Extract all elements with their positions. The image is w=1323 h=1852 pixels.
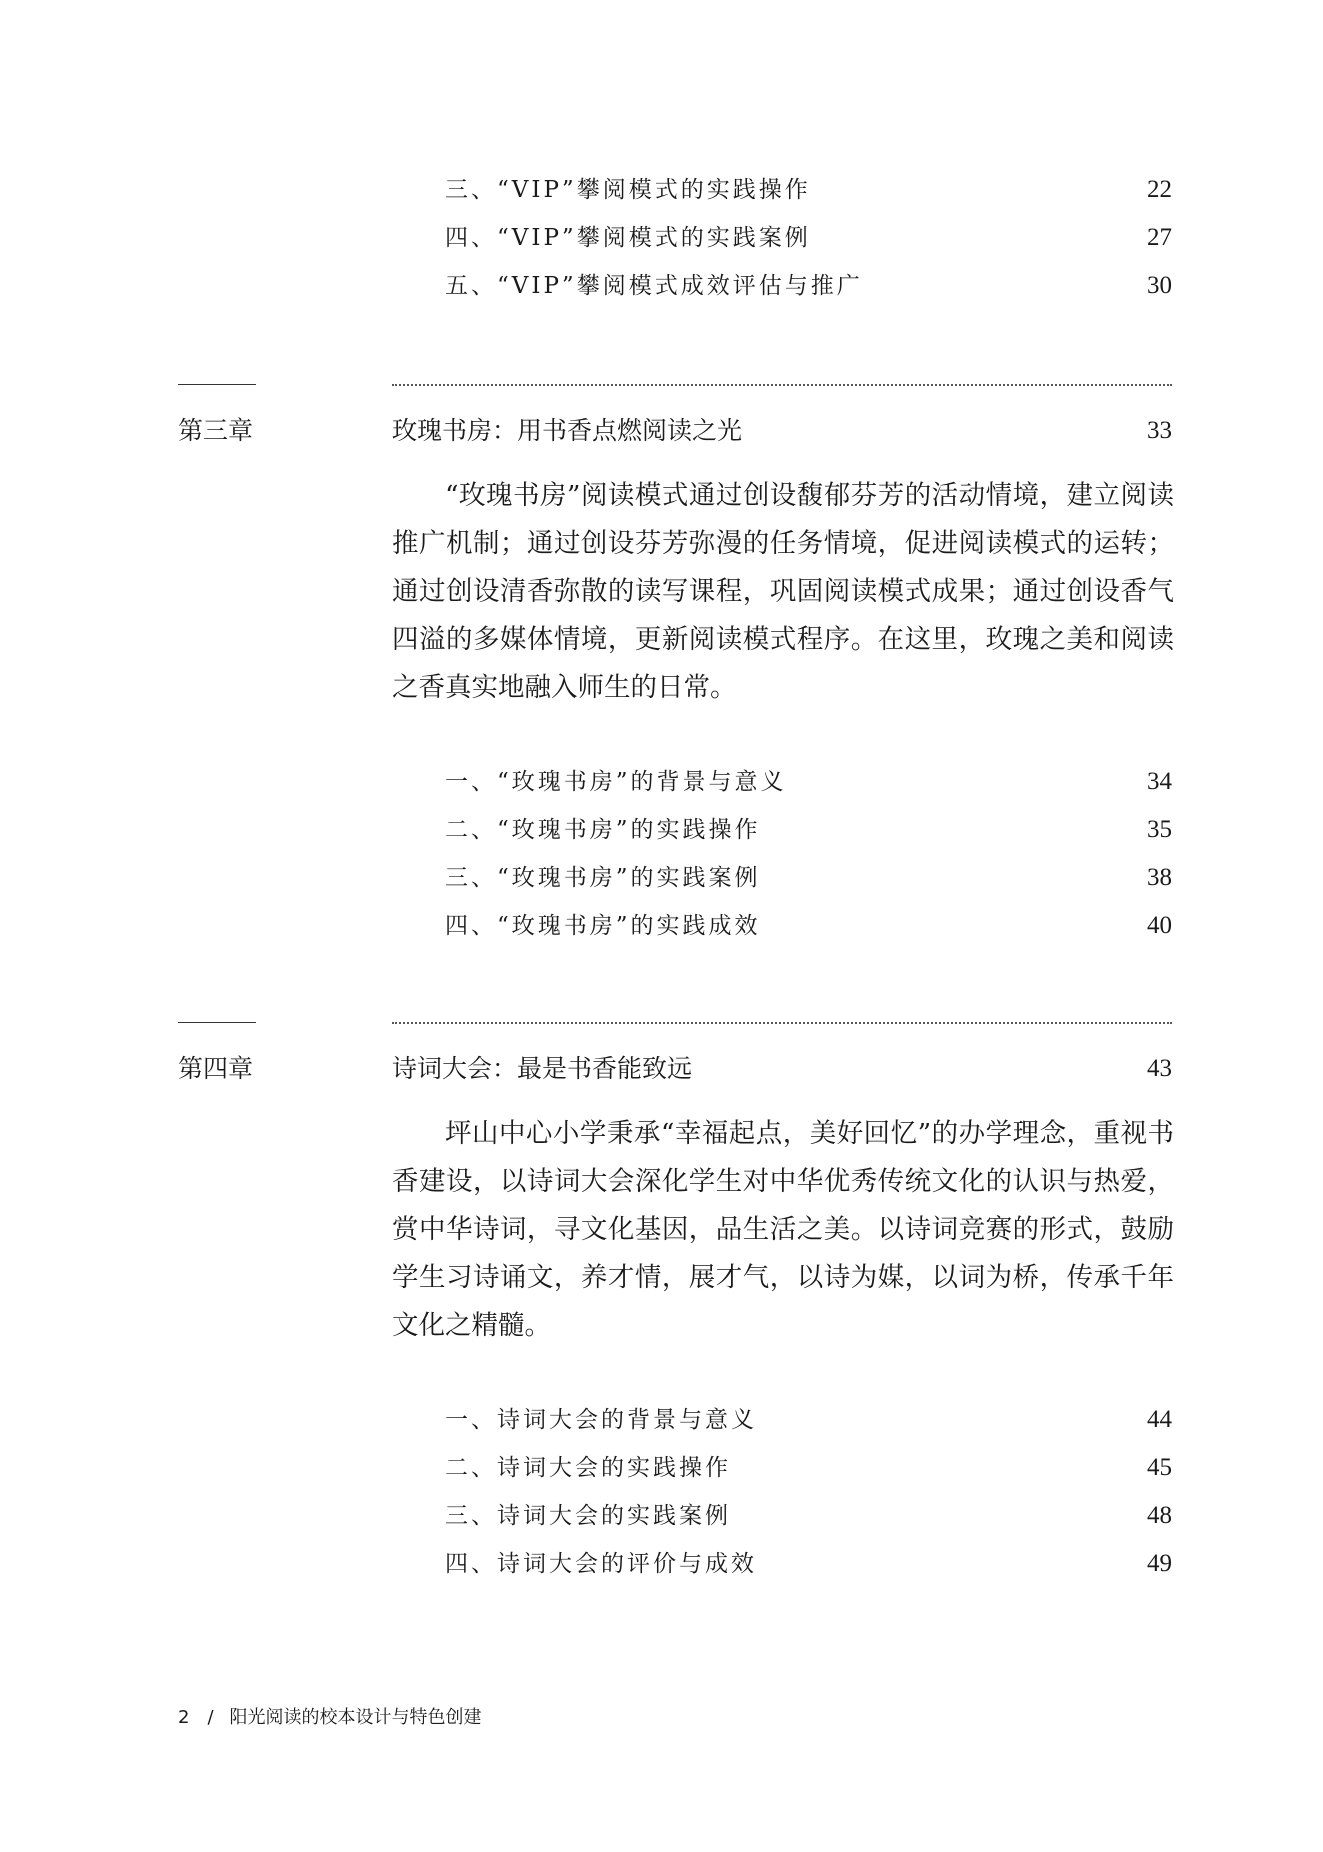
chapter-page-number: 43 xyxy=(1147,1055,1172,1082)
footer-page-number: 2 xyxy=(178,1707,190,1728)
toc-entry-title: 四、“玫瑰书房”的实践成效 xyxy=(445,913,761,939)
chapter-label: 第三章 xyxy=(178,416,254,445)
toc-entry-page: 44 xyxy=(1147,1406,1172,1433)
toc-entry[interactable] xyxy=(445,170,1172,210)
toc-entry-page: 49 xyxy=(1147,1550,1172,1577)
chapter-divider-dotted xyxy=(392,1022,1172,1024)
chapter-summary: “玫瑰书房”阅读模式通过创设馥郁芬芳的活动情境，建立阅读推广机制；通过创设芬芳弥漫的任务情境，促进阅读模式的运转；通过创设清香弥散的读写课程，巩固阅读模式成果；通过创设香气四溢的多媒体情境，更新阅读模式程序。在这里，玫瑰之美和阅读之香真实地融入师生的日常。 xyxy=(392,480,1174,703)
toc-entry[interactable] xyxy=(445,1496,1172,1536)
toc-entry-page: 34 xyxy=(1147,768,1172,795)
chapter-summary: 坪山中心小学秉承“幸福起点，美好回忆”的办学理念，重视书香建设，以诗词大会深化学生对中华优秀传统文化的认识与热爱，赏中华诗词，寻文化基因，品生活之美。以诗词竞赛的形式，鼓励学生习诗诵文，养才情，展才气，以诗为媒，以词为桥，传承千年文化之精髓。 xyxy=(392,1118,1174,1341)
toc-entry-title: 二、“玫瑰书房”的实践操作 xyxy=(445,817,761,843)
toc-entry-page: 38 xyxy=(1147,864,1172,891)
toc-entry-title: 一、诗词大会的背景与意义 xyxy=(445,1407,757,1433)
toc-entry[interactable] xyxy=(445,1448,1172,1488)
chapter-label: 第四章 xyxy=(178,1054,254,1083)
toc-entry-title: 三、“玫瑰书房”的实践案例 xyxy=(445,865,761,891)
footer-book-title: 阳光阅读的校本设计与特色创建 xyxy=(229,1707,482,1728)
toc-entry-title: 二、诗词大会的实践操作 xyxy=(445,1455,731,1481)
toc-entry-page: 22 xyxy=(1147,176,1172,203)
chapter-title[interactable]: 玫瑰书房：用书香点燃阅读之光 xyxy=(392,416,743,445)
toc-entry[interactable] xyxy=(445,906,1172,946)
page-footer xyxy=(178,1704,482,1732)
toc-entry-page: 27 xyxy=(1147,224,1172,251)
chapter-divider-short xyxy=(178,384,256,385)
footer-separator: / xyxy=(207,1707,214,1728)
toc-entry-page: 40 xyxy=(1147,912,1172,939)
toc-entry-title: 三、诗词大会的实践案例 xyxy=(445,1503,731,1529)
toc-entry-title: 四、“VIP”攀阅模式的实践案例 xyxy=(445,225,811,251)
chapter-divider-dotted xyxy=(392,384,1172,386)
toc-entry-page: 35 xyxy=(1147,816,1172,843)
toc-entry-title: 三、“VIP”攀阅模式的实践操作 xyxy=(445,177,811,203)
toc-entry-page: 30 xyxy=(1147,272,1172,299)
toc-entry[interactable] xyxy=(445,762,1172,802)
toc-entry-title: 一、“玫瑰书房”的背景与意义 xyxy=(445,769,787,795)
chapter-title[interactable]: 诗词大会：最是书香能致远 xyxy=(392,1054,693,1083)
toc-entry-title: 四、诗词大会的评价与成效 xyxy=(445,1551,757,1577)
toc-entry[interactable] xyxy=(445,858,1172,898)
toc-entry-title: 五、“VIP”攀阅模式成效评估与推广 xyxy=(445,273,863,299)
toc-entry-page: 45 xyxy=(1147,1454,1172,1481)
toc-entry[interactable] xyxy=(445,218,1172,258)
chapter-page-number: 33 xyxy=(1147,417,1172,444)
toc-entry[interactable] xyxy=(445,810,1172,850)
toc-entry[interactable] xyxy=(445,266,1172,306)
toc-entry-page: 48 xyxy=(1147,1502,1172,1529)
toc-entry[interactable] xyxy=(445,1544,1172,1584)
toc-entry[interactable] xyxy=(445,1400,1172,1440)
chapter-divider-short xyxy=(178,1022,256,1023)
